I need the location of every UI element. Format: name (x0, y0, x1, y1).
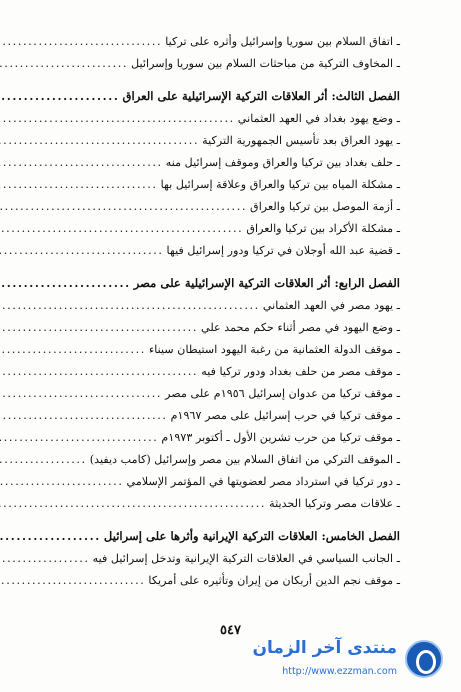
dot-leader (0, 108, 238, 130)
toc-entry-title: ـ أزمة الموصل بين تركيا والعراق (250, 200, 400, 213)
toc-entry-title: ـ الموقف التركي من اتفاق السلام بين مصر وإسرائيل (كامب ديفيد) (89, 453, 400, 466)
toc-entry-title: الفصل الرابع: أثر العلاقات التركية الإسرائيلية على مصر (133, 276, 400, 290)
toc-entry-title: ـ موقف الدولة العثمانية من رغبة اليهود استيطان سيناء (148, 343, 400, 356)
dot-leader (0, 218, 246, 240)
toc-entry (68, 107, 400, 129)
toc-chapter-heading (68, 85, 400, 107)
dot-leader (0, 31, 165, 53)
toc-entry-title: الفصل الثالث: أثر العلاقات التركية الإسرائيلية على العراق (122, 89, 400, 103)
toc-entry (68, 360, 400, 382)
toc-entry (68, 239, 400, 261)
toc-entry (68, 547, 400, 569)
dot-leader (0, 85, 123, 107)
watermark-url: http://www.ezzman.com (282, 666, 397, 677)
dot-leader (0, 196, 250, 218)
toc-entry-title: ـ مشكلة الأكراد بين تركيا والعراق (246, 222, 400, 235)
toc-entry (68, 195, 400, 217)
dot-leader (0, 570, 148, 592)
toc-entry (68, 52, 400, 74)
toc-entry (68, 382, 400, 404)
dot-leader (0, 317, 201, 339)
toc-entry-title: ـ اتفاق السلام بين سوريا وإسرائيل وأثره على تركيا (165, 35, 400, 48)
dot-leader (0, 383, 165, 405)
dot-leader (0, 427, 161, 449)
crescent-logo-icon (405, 640, 443, 678)
dot-leader (0, 130, 202, 152)
dot-leader (0, 339, 149, 361)
toc-entry-title: ـ وضع يهود بغداد في العهد العثماني (237, 112, 400, 125)
toc-entry (68, 448, 400, 470)
toc-entry-title: الفصل الخامس: العلاقات التركية الإيرانية وأثرها على إسرائيل (103, 529, 400, 543)
toc-chapter-heading (68, 525, 400, 547)
toc-entry-title: ـ موقف مصر من حلف بغداد ودور تركيا فيه (201, 365, 400, 378)
chapter-spacer (68, 261, 400, 272)
toc-entry (68, 316, 400, 338)
dot-leader (0, 361, 201, 383)
dot-leader (0, 53, 131, 75)
toc-entry-title: ـ موقف نجم الدين أربكان من إيران وتأثيره على أمريكا (148, 574, 400, 587)
dot-leader (0, 240, 167, 262)
toc-entry-title: ـ وضع اليهود في مصر أثناء حكم محمد علي (201, 321, 400, 334)
toc-entry (68, 30, 400, 52)
page-number: ٥٤٧ (220, 623, 241, 638)
chapter-spacer (68, 74, 400, 85)
toc-entry (68, 404, 400, 426)
toc-entry-title: ـ مشكلة المياه بين تركيا والعراق وعلاقة إسرائيل بها (160, 178, 400, 191)
toc-entry (68, 129, 400, 151)
toc-entry-title: ـ الجانب السياسي في العلاقات التركية الإيرانية وتدخل إسرائيل فيه (92, 552, 400, 565)
toc-entry (68, 294, 400, 316)
toc-entry-title: ـ المخاوف التركية من مباحثات السلام بين سوريا وإسرائيل (131, 57, 400, 70)
dot-leader (0, 174, 161, 196)
dot-leader (0, 471, 127, 493)
dot-leader (0, 548, 93, 570)
toc-entry-title: ـ دور تركيا في استرداد مصر لعضويتها في المؤتمر الإسلامي (126, 475, 400, 488)
watermark-site-name: منتدى آخر الزمان (252, 638, 397, 658)
toc-entry (68, 151, 400, 173)
watermark (252, 638, 443, 686)
toc-entry-title: ـ علاقات مصر وتركيا الحديثة (269, 497, 400, 510)
dot-leader (0, 272, 134, 294)
chapter-spacer (68, 514, 400, 525)
dot-leader (0, 295, 263, 317)
table-of-contents (68, 30, 400, 591)
toc-entry (68, 569, 400, 591)
toc-entry-title: ـ موقف تركيا في حرب إسرائيل على مصر ١٩٦٧م (170, 409, 400, 422)
toc-entry-title: ـ قضية عبد الله أوجلان في تركيا ودور إسرائيل فيها (166, 244, 400, 257)
toc-entry-title: ـ موقف تركيا من عدوان إسرائيل ١٩٥٦م على مصر (165, 387, 400, 400)
toc-entry (68, 338, 400, 360)
toc-entry-title: ـ موقف تركيا من حرب تشرين الأول ـ أكتوبر ١٩٧٣م (161, 431, 400, 444)
toc-entry-title: ـ حلف بغداد بين تركيا والعراق وموقف إسرائيل منه (165, 156, 400, 169)
toc-entry (68, 470, 400, 492)
toc-entry (68, 173, 400, 195)
toc-entry (68, 426, 400, 448)
toc-chapter-heading (68, 272, 400, 294)
dot-leader (0, 525, 104, 547)
toc-entry-title: ـ يهود مصر في العهد العثماني (262, 299, 400, 312)
dot-leader (0, 449, 90, 471)
toc-entry-title: ـ يهود العراق بعد تأسيس الجمهورية التركية (202, 134, 400, 147)
dot-leader (0, 152, 166, 174)
dot-leader (0, 493, 269, 515)
toc-entry (68, 217, 400, 239)
dot-leader (0, 405, 171, 427)
toc-entry (68, 492, 400, 514)
